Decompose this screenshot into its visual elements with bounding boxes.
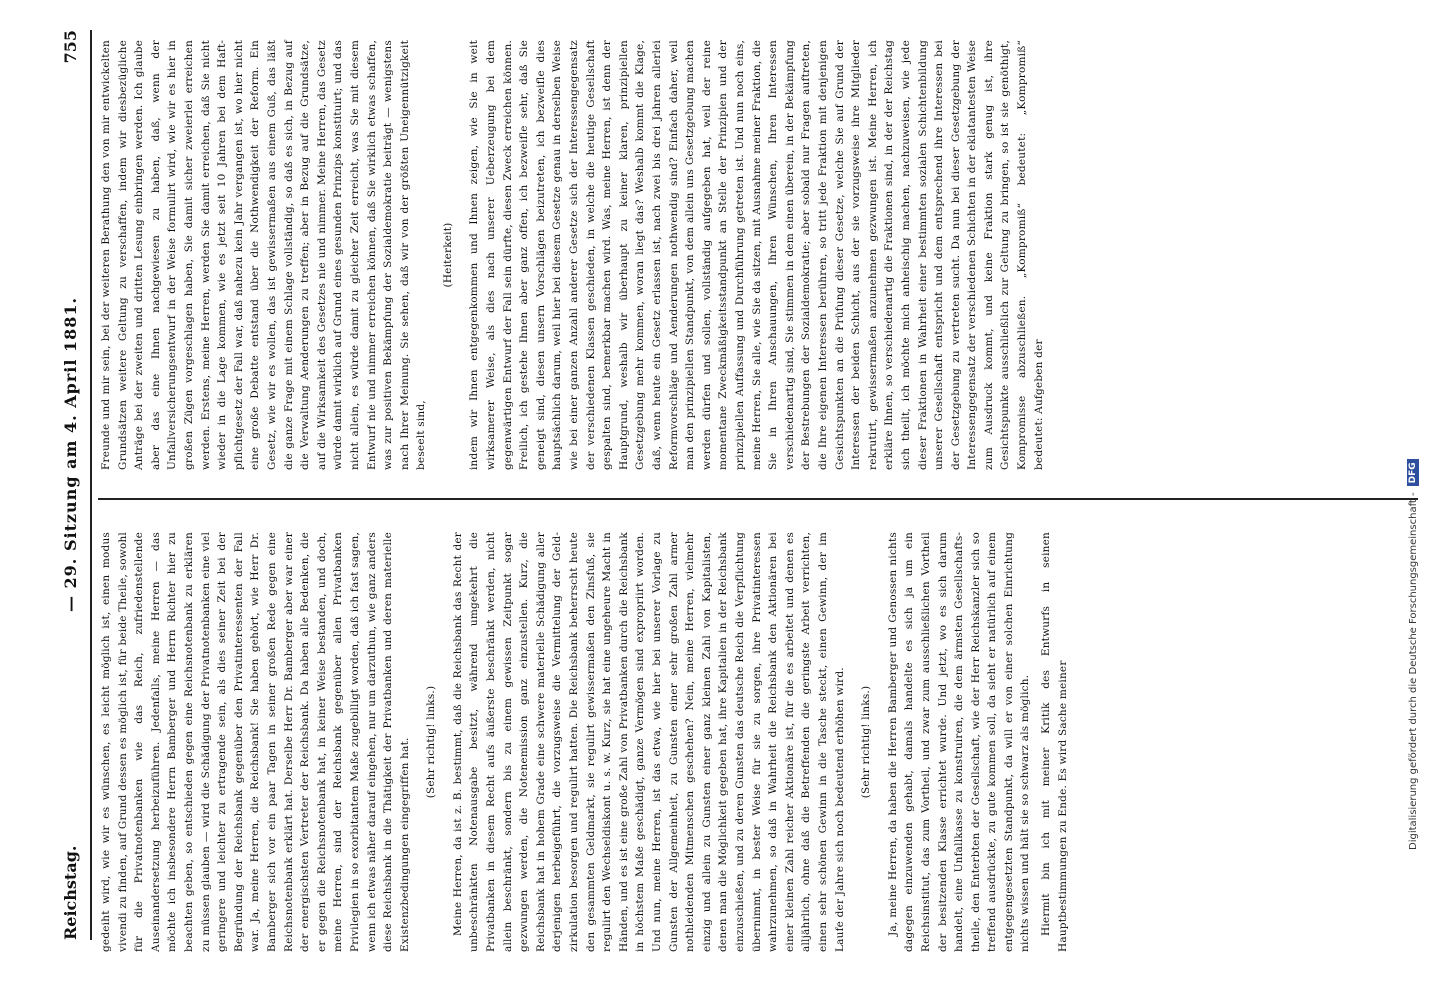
digitization-note [1405, 150, 1421, 850]
page-header [50, 30, 92, 940]
left-column [98, 532, 1075, 952]
page-number: 755 [60, 30, 80, 64]
header-left: Reichstag. [60, 845, 80, 940]
column-divider [98, 498, 1418, 500]
paragraph: Ja, meine Herren, da haben die Herren Bamberger und Genossen nichts dagegen einzuwenden gehabt, damals handelte es sich ja um ein Reichsinstitut, das zum Vortheil, und zwar zum ausschließlichen Vortheil der besitzenden Klasse errichtet wurde. Und jetzt, wo es sich darum handelt, eine Unfallkasse zu konstruiren, die dem ärmsten Gesellschaftstheile, den Enterbten der Gesellschaft, wie der Herr Reichskanzler sich so treffend ausdrückte, zu gute kommen soll, da sieht er natürlich auf einem entgegengesetzten Standpunkt, da will er von einer solchen Einrichtung nichts wissen und hält sie so schwarz als möglich. [886, 532, 1032, 952]
interjection: (Sehr richtig! links.) [860, 685, 873, 799]
paragraph: indem wir Ihnen entgegenkommen und Ihnen zeigen, wie Sie in weit wirksamerer Weise, als dies nach unserer Ueberzeugung bei dem gegenwärtigen Entwurf der Fall sein dürfte, diesen Zweck erreichen können. Freilich, ich gestehe Ihnen aber ganz offen, ich bezweifle sehr, daß Sie geneigt sind, diesen unsern Vorschlägen beizutreten, ich bezweifle dies hauptsächlich darum, weil hier bei diesem Gesetze genau in derselben Weise wie bei einer ganzen Anzahl anderer Gesetze sich der Interessengegensatz der verschiedenen Klassen geschieden, in welche die heutige Gesellschaft gespalten sind, bemerkbar machen wird. Was, meine Herren, ist denn der Hauptgrund, weshalb wir überhaupt zu keiner klaren, prinzipiellen Gesetzgebung mehr kommen, woran liegt das? Weshalb kommt die Klage, daß, wenn heute ein Gesetz erlassen ist, nach zwei bis drei Jahren allerlei Reformvorschläge und Aenderungen nothwendig sind? Einfach daher, weil man den prinzipiellen Standpunkt, von dem allein uns Gesetzgebung machen werden dürfen und sollen, vollständig aufgegeben hat, weil der reine momentane Zweckmäßigkeitsstandpunkt an Stelle der Prinzipien und der prinzipiellen Auffassung und Durchführung getreten ist. Und nun noch eins, meine Herren, Sie alle, wie Sie da sitzen, mit Ausnahme meiner Fraktion, die Sie in Ihren Anschauungen, Ihren Wünschen, Ihren Interessen verschiedenartig sind, Sie stimmen in dem einen überein, in der Bekämpfung der Bestrebungen der Sozialdemokratie; aber sobald nur Fragen auftreten, die Ihre eigenen Interessen berühren, so tritt jede Fraktion mit denjenigen Gesichtspunkten an die Prüfung dieser Gesetze, welche Sie auf Grund der Interessen der beiden Schicht, aus der sie vorzugsweise ihre Mitglieder rekrutirt, gewissermaßen anzunehmen gezwungen ist. Meine Herren, ich erkläre Ihnen, so verschiedenartig die Fraktionen sind, in der der Reichstag sich theilt, ich möchte mich anheischig machen, nachzuweisen, wie jede dieser Fraktionen in Wahrheit einer bestimmten sozialen Schichtenbildung unserer Gesellschaft entspricht und dem entsprechend ihre Interessen bei der Gesetzgebung zu vertreten sucht. Da nun bei dieser Gesetzgebung der Interessengegensatz der verschiedenen Schichten in der eklatantesten Weise zum Ausdruck kommt, und keine Fraktion stark genug ist, ihre Gesichtspunkte ausschließlich zur Geltung zu bringen, so ist sie genöthigt, Kompromisse abzuschließen. „Kompromiß“ bedeutet: „Kompromiß“ bedeutet: Aufgeben der [468, 40, 1045, 470]
paragraph: Freunde und mir sein, bei der weiteren Berathung den von mir entwickelten Grundsätzen weitere Geltung zu verschaffen, indem wir diesbezügliche Anträge bei der zweiten und dritten Lesung einbringen werden. Ich glaube aber das eine Ihnen nachgewiesen zu haben, daß, wenn der Unfallversicherungsentwurf in der Weise formulirt wird, wie wir es hier in großen Zügen vorgeschlagen haben, Sie damit sicher zweierlei erreichen werden. Erstens, meine Herren, werden Sie damit erreichen, daß Sie nicht wieder in die Lage kommen, wie es jetzt seit 10 Jahren bei dem Haftpflichtgesetz der Fall war, daß nahezu kein Jahr vergangen ist, wo hier nicht eine große Debatte entstand über die Nothwendigkeit der Reform. Ein Gesetz, wie wir es wollen, das ist gewissermaßen aus einem Guß, das läßt die ganze Frage mit einem Schlage vollständig, so daß es sich, in Bezug auf die Verwaltung Aenderungen zu treffen; aber in Bezug auf die Grundsätze, auf die Wirksamkeit des Gesetzes nie und nimmer. Meine Herren, das Gesetz würde damit wirklich auf Grund eines gesunden Prinzips konstituirt; und das nicht allein, es würde damit zu gleicher Zeit erreicht, was Sie mit diesem Entwurf nie und nimmer erreichen können, daß Sie wirklich etwas schaffen, was zur positiven Bekämpfung der Sozialdemokratie beiträgt — wenigstens nach Ihrer Meinung. Sie sehen, daß wir von der größten Uneigennützigkeit beseelt sind, [100, 40, 428, 470]
paragraph: gedeiht wird, wie wir es wünschen, es leicht möglich ist, einen modus vivendi zu finden, auf Grund dessen es möglich ist, für beide Theile, sowohl für die Privatnotenbanken wie das Reich, zufriedenstellende Auseinandersetzung herbeizuführen. Jedenfalls, meine Herren — das möchte ich insbesondere Herrn Bamberger und Herrn Richter hier zu beachten geben, so entschieden gegen eine Reichsnotenbank zu erklären zu müssen glauben — wird die Schädigung der Privatnotenbanken eine viel geringere und leichter zu ertragende sein, als dies seiner Zeit bei der Begründung der Reichsbank gegenüber den Privatinteressenten der Fall war. Ja, meine Herren, die Reichsbank! Sie haben gehört, wie Herr Dr. Bamberger sich vor ein paar Tagen in seiner großen Rede gegen eine Reichsnotenbank erklärt hat. Derselbe Herr Dr. Bamberger aber war einer der energischsten Vertreter der Reichsbank. Da haben alle Bedenken, die er gegen die Reichsnotenbank hat, in keiner Weise bestanden, und doch, meine Herren, sind der Reichsbank gegenüber allen Privatbanken Privilegien in so exorbitantem Maße zugebilligt worden, daß ich fast sagen, wenn ich etwas näher darauf eingehen, nur um darzuthun, wie ganz anders diese Reichsbank in die Thätigkeit der Privatbanken und deren materielle Existenzbedingungen eingegriffen hat. [100, 532, 411, 952]
paragraph: Hiermit bin ich mit meiner Kritik des Entwurfs in seinen Hauptbestimmungen zu Ende. Es wird Sache meiner [1040, 532, 1069, 952]
right-column [98, 40, 1051, 470]
header-title: — 29. Sitzung am 4. April 1881. [60, 296, 80, 613]
digitization-text: Digitalisierung gefördert durch die Deutsche Forschungsgemeinschaft - [1407, 492, 1419, 850]
interjection: (Sehr richtig! links.) [425, 685, 438, 799]
dfg-logo: DFG [1407, 459, 1419, 486]
paragraph: Meine Herren, da ist z. B. bestimmt, daß die Reichsbank das Recht der unbeschränkten Notenausgabe besitzt, während umgekehrt die Privatbanken in diesem Recht aufs äußerste beschränkt werden, nicht allein beschränkt, sondern bis zu einem gewissen Zeitpunkt sogar gezwungen werden, die Notenemission ganz einzustellen. Kurz, die Reichsbank hat in hohem Grade eine schwere materielle Schädigung aller derjenigen herbeigeführt, die vorzugsweise die Vermittelung der Geldzirkulation besorgen und regulirt hatten. Die Reichsbank beherrscht heute den gesammten Geldmarkt, sie regulirt gewissermaßen den Zinsfuß, sie regulirt den Wechseldiskont u. s. w. Kurz, sie hat eine ungeheure Macht in Händen, und es ist eine große Zahl von Privatbanken durch die Reichsbank in höchstem Maße geschädigt, ganze Vermögen sind expropriirt worden. Und nun, meine Herren, ist das etwa, wie hier bei unserer Vorlage zu Gunsten der Allgemeinheit, zu Gunsten einer sehr großen Zahl armer nothleidenden Mitmenschen geschehen? Nein, meine Herren, vielmehr einzig und allein zu Gunsten einer ganz kleinen Zahl von Kapitalisten, denen man die Möglichkeit gegeben hat, ihre Kapitalien in der Reichsbank einzuschießen, und zu deren Gunsten das deutsche Reich die Verpflichtung übernimmt, in bester Weise für sie zu sorgen, ihre Privatinteressen wahrzunehmen, so daß in Wahrheit die Reichsbank den Aktionären bei einer kleinen Zahl reicher Aktionäre ist, für die es arbeitet und denen es alljährlich, ohne daß die Betreffenden die geringste Arbeit verrichten, einen sehr schönen Gewinn in die Tasche steckt, einen Gewinn, der im Laufe der Jahre sich noch bedeutend erhöhen wird. [451, 532, 846, 952]
interjection: (Heiterkeit) [441, 222, 454, 288]
